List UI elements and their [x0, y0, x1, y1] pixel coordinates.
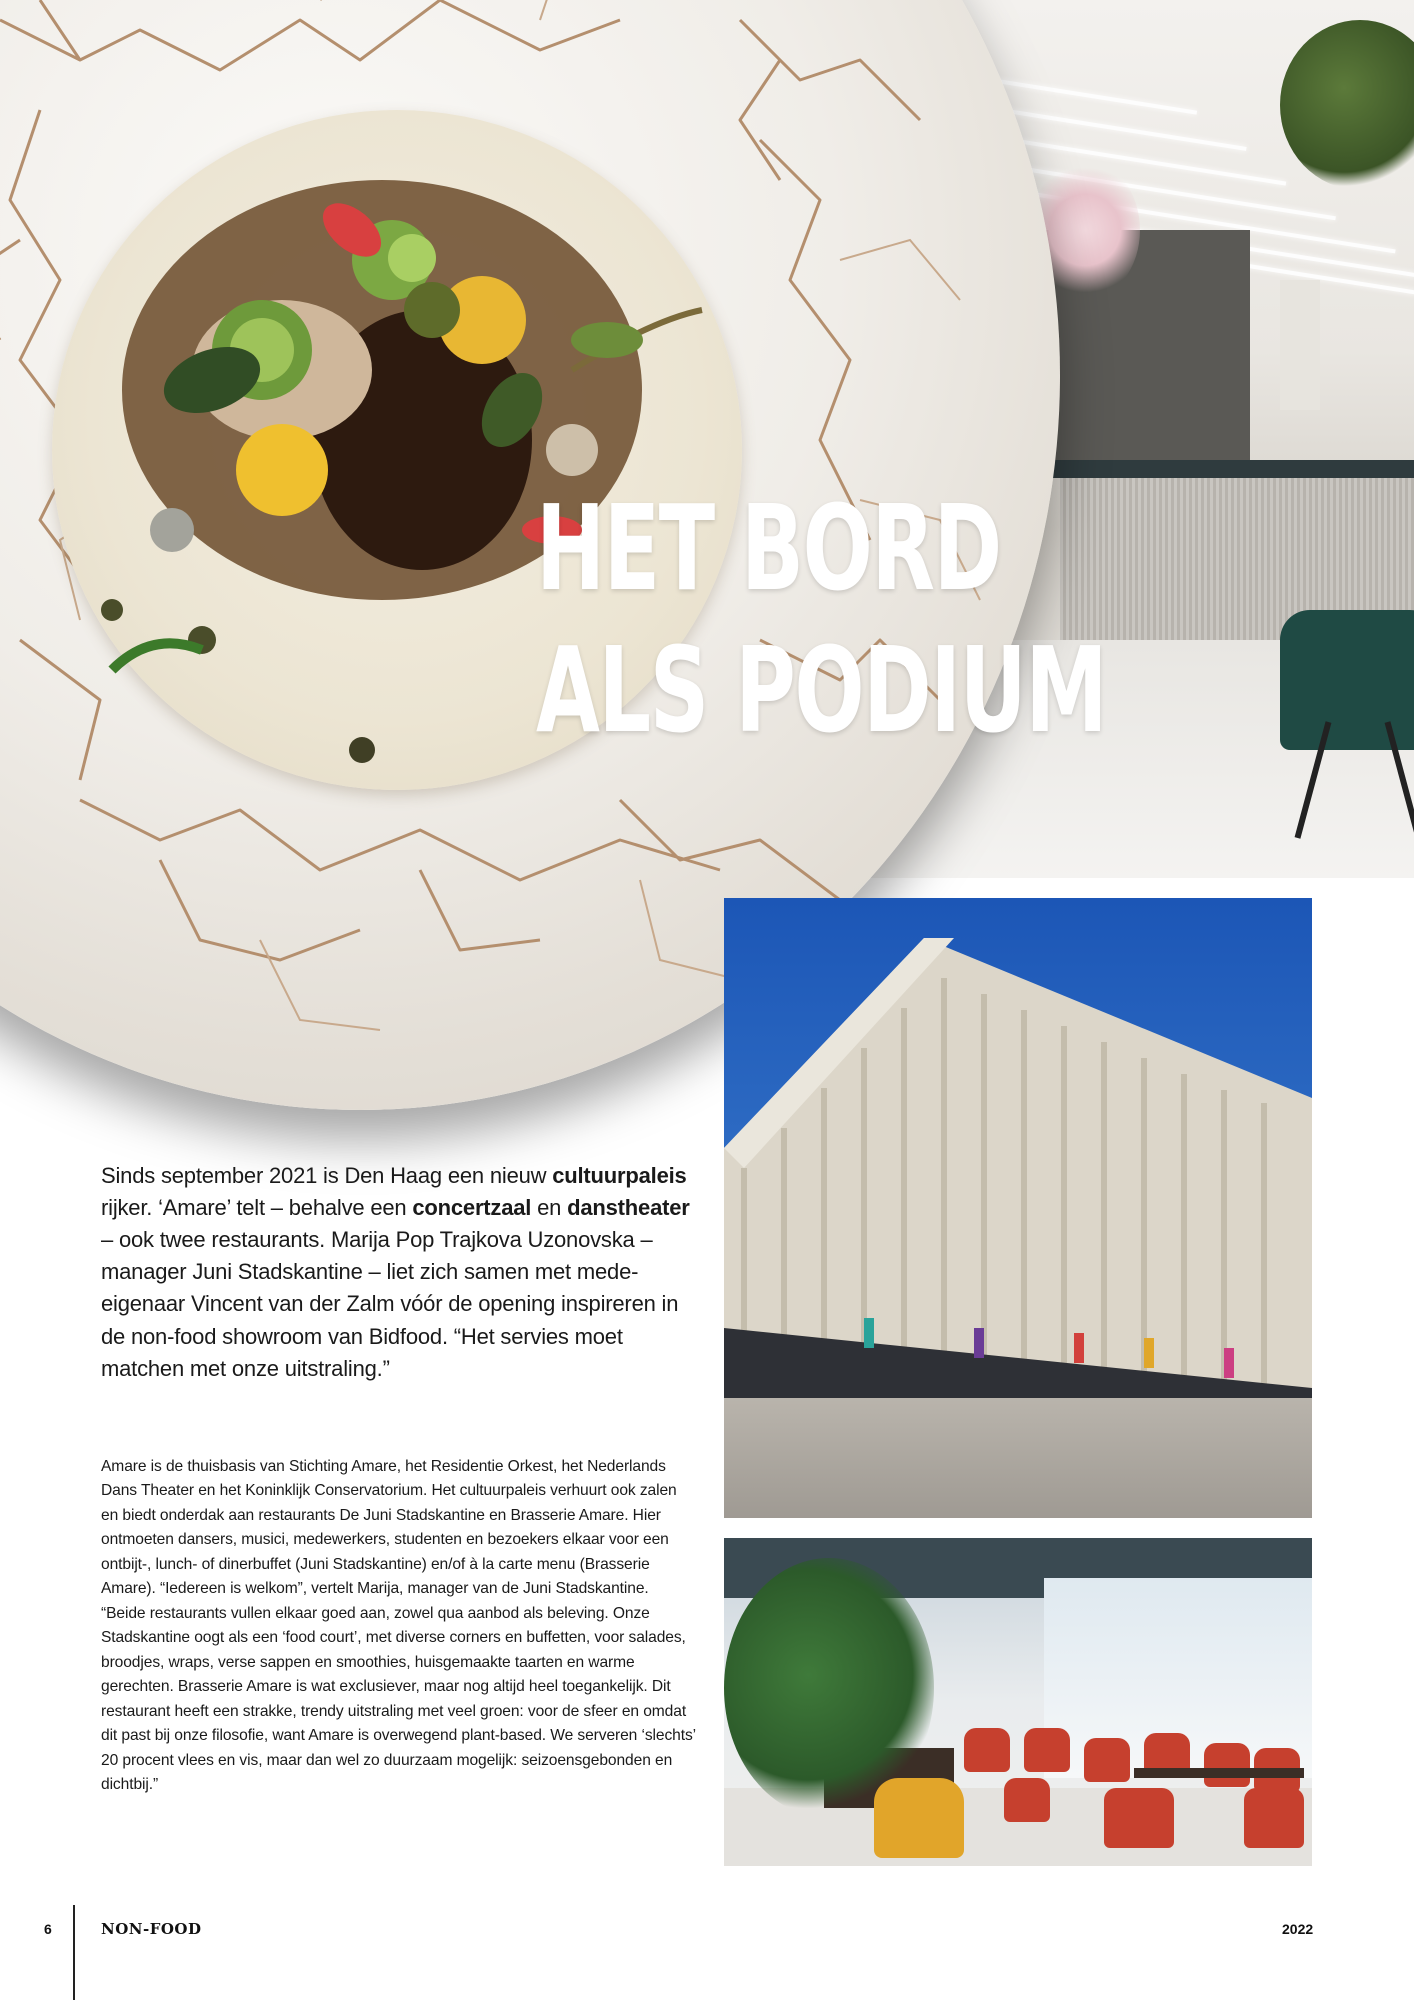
section-label: NON-FOOD: [101, 1920, 202, 1938]
headline-line-2: ALS PODIUM: [536, 620, 1107, 759]
keyword-cultuurpaleis: cultuurpaleis: [552, 1163, 687, 1188]
page-number: 6: [44, 1921, 52, 1937]
restaurant-photo: [724, 1538, 1312, 1866]
keyword-danstheater: danstheater: [567, 1195, 690, 1221]
headline-line-1: HET BORD: [536, 479, 1001, 617]
headline: [536, 478, 1107, 761]
keyword-concertzaal: concertzaal: [412, 1195, 532, 1221]
issue-year: 2022: [1282, 1921, 1314, 1937]
footer-divider: [73, 1905, 75, 2000]
building-photo: [724, 898, 1312, 1518]
body-paragraph: Amare is de thuisbasis van Stichting Amare, het Residentie Orkest, het Nederlands Dans Theater en het Koninklijk Conservatorium. Het cultuurpaleis verhuurt ook zalen en biedt onderdak aan restaurants De Juni Stadskantine en Brasserie Amare. Hier ontmoeten dansers, musici, medewerkers, studenten en bezoekers elkaar voor een ontbijt-, lunch- of dinerbuffet (Juni Stadskantine) en/of à la carte menu (Brasserie Amare). “Iedereen is welkom”, vertelt Marija, manager van de Juni Stadskantine. “Beide restaurants vullen elkaar goed aan, zowel qua aanbod als beleving. Onze Stadskantine oogt als een ‘food court’, met diverse corners en buffetten, voor salades, broodjes, wraps, verse sappen en smoothies, huisgemaakte taarten en warme gerechten. Brasserie Amare is wat exclusiever, maar nog altijd heel toegankelijk. Dit restaurant heeft een strakke, trendy uitstraling met veel groen: voor de sfeer en omdat dit past bij onze filosofie, want Amare is overwegend plant-based. We serveren ‘slechts’ 20 procent vlees en vis, maar dan wel zo duurzaam mogelijk: seizoensgebonden en dichtbij.”: [101, 1458, 696, 1794]
intro-paragraph: Sinds september 2021 is Den Haag een nieuw cultuurpaleis rijker. ‘Amare’ telt – behalve een concertzaal en danstheater – ook twee restaurants. Marija Pop Trajkova Uzonovska – manager Juni Stadskantine – liet zich samen met mede-eigenaar Vincent van der Zalm vóór de opening inspireren in de non-food showroom van Bidfood. “Het servies moet matchen met onze uitstraling.”: [101, 1163, 690, 1381]
